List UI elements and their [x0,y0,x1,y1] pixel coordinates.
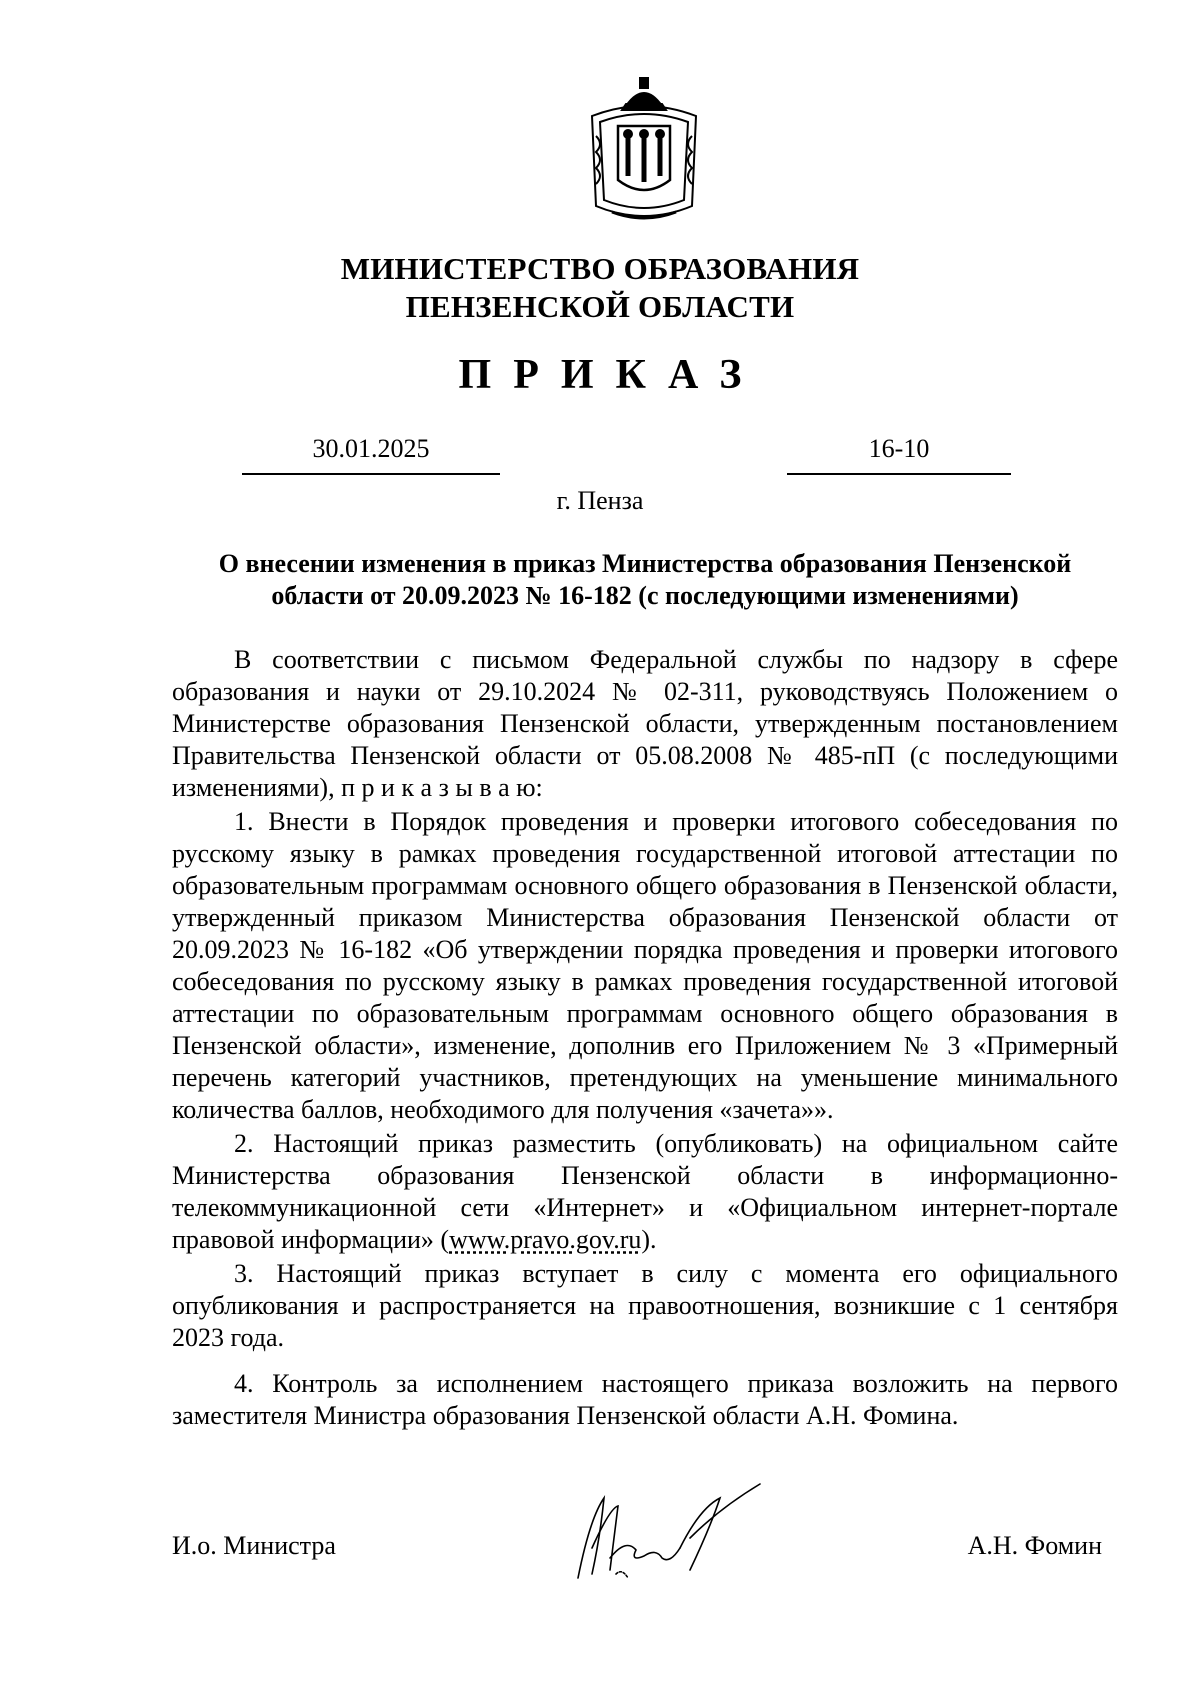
item-1-paragraph: 1. Внести в Порядок проведения и проверки итогового собеседования по русскому языку в рамках проведения государственной итоговой аттестации по образовательным программам основного общего образования в Пензенской области, утвержденный приказом Министерства образования Пензенской области от 20.09.2023 № 16-182 «Об утверждении порядка проведения и проверки итогового собеседования по русскому языку в рамках проведения государственной итоговой аттестации по образовательным программам основного общего образования в Пензенской области», изменение, дополнив его Приложением № 3 «Примерный перечень категорий участников, претендующих на уменьшение минимального количества баллов, необходимого для получения «зачета»». [172,807,1118,1124]
order-subject: О внесении изменения в приказ Министерства образования Пензенской области от 20.09.2023 № 16-182 (с последующими изменениями) [218,549,1072,610]
item-4-paragraph: 4. Контроль за исполнением настоящего приказа возложить на первого заместителя Министра образования Пензенской области А.Н. Фомина. [172,1369,1118,1430]
item-2-end: ). [641,1225,657,1254]
order-date: 30.01.2025 [242,433,500,475]
document-type-title: ПРИКАЗ [458,352,764,398]
signatory-position: И.о. Министра [172,1531,336,1560]
order-body [172,644,1118,1432]
pravo-gov-link[interactable]: www.pravo.gov.ru [449,1225,642,1254]
item-3-paragraph: 3. Настоящий приказ вступает в силу с момента его официального опубликования и распространяется на правоотношения, возникшие с 1 сентября 2023 года. [172,1259,1118,1352]
preamble-paragraph: В соответствии с письмом Федеральной службы по надзору в сфере образования и науки от 29.10.2024 № 02-311, руководствуясь Положением о Министерстве образования Пензенской области, утвержденным постановлением Правительства Пензенской области от 05.08.2008 № 485-пП (с последующими изменениями), п р и к а з ы в а ю: [172,645,1118,802]
signatory-name: А.Н. Фомин [967,1531,1102,1560]
coat-of-arms-icon [582,76,706,224]
city: г. Пенза [556,486,644,515]
order-number: 16-10 [787,433,1011,475]
ministry-name-line1: МИНИСТЕРСТВО ОБРАЗОВАНИЯ [340,251,860,286]
ministry-name-line2: ПЕНЗЕНСКОЙ ОБЛАСТИ [405,289,795,324]
handwritten-signature-icon [570,1478,770,1588]
item-2-text: 2. Настоящий приказ разместить (опубликовать) на официальном сайте Министерства образования Пензенской области в информационно-телекоммуникационной сети «Интернет» и «Официальном интернет-портале правовой информации» ( [172,1129,1118,1254]
item-2-paragraph [172,1128,1118,1256]
